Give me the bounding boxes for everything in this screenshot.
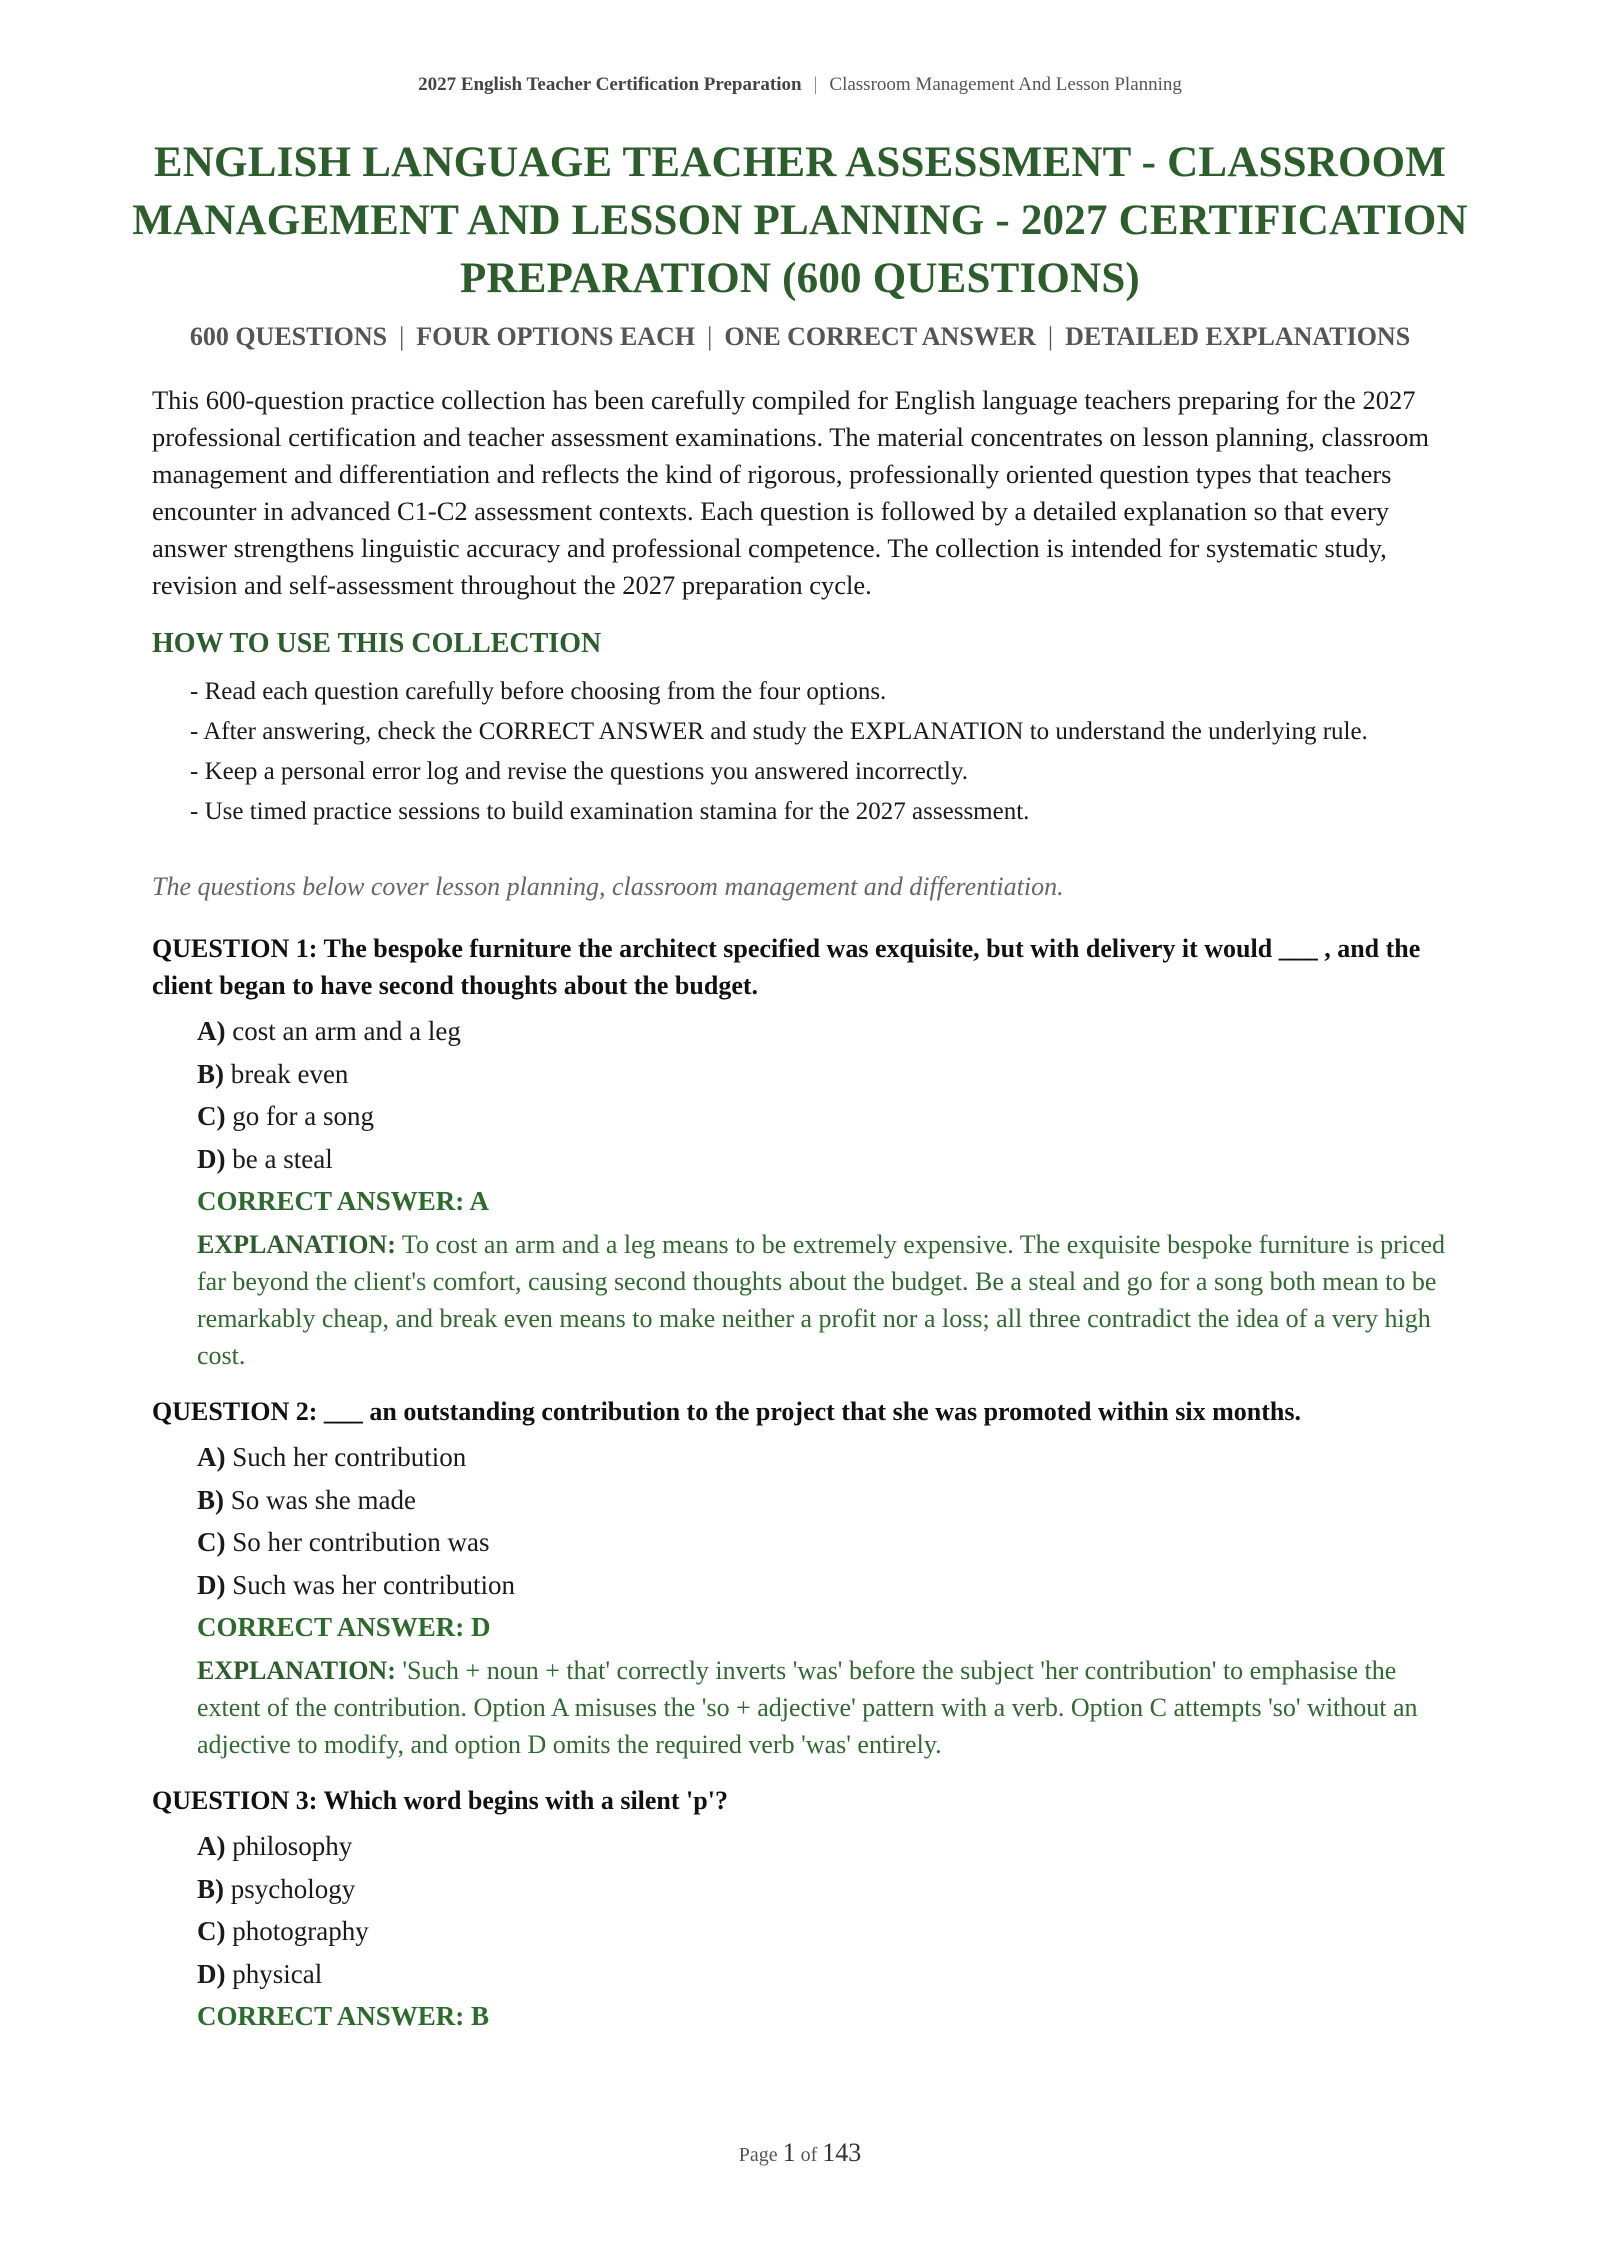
how-to-item: - Use timed practice sessions to build examination stamina for the 2027 assessment.	[190, 798, 1030, 825]
how-to-item: - After answering, check the CORRECT ANSWER and study the EXPLANATION to understand the underlying rule.	[190, 718, 1368, 745]
option-text: Such was her contribution	[232, 1569, 515, 1600]
option-item	[197, 1053, 1452, 1096]
option-letter: C)	[197, 1527, 226, 1557]
option-item	[197, 1010, 1452, 1053]
page-footer	[0, 2138, 1600, 2168]
explanation-text: 'Such + noun + that' correctly inverts 'was' before the subject 'her contribution' to emphasise the extent of the contribution. Option A misuses the 'so + adjective' pattern with a verb. Option C attempts 'so' without an adjective to modify, and option D omits the required verb 'was' entirely.	[197, 1656, 1418, 1759]
explanation	[197, 1226, 1452, 1374]
option-item	[197, 1436, 1452, 1479]
header-course: 2027 English Teacher Certification Preparation	[418, 74, 802, 95]
option-item	[197, 1138, 1452, 1181]
option-list	[197, 1436, 1452, 1606]
option-item	[197, 1953, 1452, 1996]
option-item	[197, 1095, 1452, 1138]
option-item	[197, 1825, 1452, 1868]
header-section: Classroom Management And Lesson Planning	[829, 74, 1182, 95]
question-block	[152, 1782, 1452, 2037]
option-letter: D)	[197, 1143, 226, 1174]
intro-paragraph: This 600-question practice collection has been carefully compiled for English language teachers preparing for the 2027 professional certification and teacher assessment examinations. The material concentrates on lesson planning, classroom management and differentiation and reflects the kind of rigorous, professionally oriented question types that teachers encounter in advanced C1-C2 assessment contexts. Each question is followed by a detailed explanation so that every answer strengthens linguistic accuracy and professional competence. The collection is intended for systematic study, revision and self-assessment throughout the 2027 preparation cycle.	[152, 385, 1429, 600]
option-letter: B)	[197, 1484, 224, 1515]
subtitle-item: ONE CORRECT ANSWER	[724, 322, 1036, 351]
option-item	[197, 1564, 1452, 1607]
option-item	[197, 1521, 1452, 1564]
option-text: physical	[232, 1958, 323, 1989]
option-letter: B)	[197, 1873, 224, 1904]
option-text: So her contribution was	[232, 1527, 490, 1557]
explanation	[197, 1652, 1452, 1763]
option-text: break even	[230, 1058, 349, 1089]
how-to-heading: HOW TO USE THIS COLLECTION	[152, 628, 602, 659]
document-title: ENGLISH LANGUAGE TEACHER ASSESSMENT - CLASSROOM MANAGEMENT AND LESSON PLANNING - 2027 CERTIFICATION PREPARATION (600 QUESTIONS)	[132, 139, 1468, 302]
question-block	[152, 930, 1452, 1374]
document-subtitle	[0, 322, 1600, 352]
option-item	[197, 1479, 1452, 1522]
subtitle-item: FOUR OPTIONS EACH	[416, 322, 696, 351]
total-pages-number: 143	[822, 2138, 862, 2167]
option-text: So was she made	[230, 1484, 416, 1515]
question-stem: QUESTION 1: The bespoke furniture the architect specified was exquisite, but with delivery it would ___ , and the client began to have second thoughts about the budget.	[152, 934, 1421, 1000]
question-stem: QUESTION 3: Which word begins with a silent 'p'?	[152, 1786, 728, 1815]
question-block	[152, 1393, 1452, 1763]
option-text: cost an arm and a leg	[232, 1016, 461, 1046]
how-to-list	[190, 674, 1460, 834]
option-letter: C)	[197, 1916, 226, 1946]
option-letter: A)	[197, 1442, 226, 1472]
coverage-note: The questions below cover lesson planning, classroom management and differentiation.	[152, 872, 1064, 901]
option-letter: D)	[197, 1958, 226, 1989]
option-item	[197, 1868, 1452, 1911]
option-text: go for a song	[232, 1101, 374, 1131]
how-to-item: - Read each question carefully before choosing from the four options.	[190, 678, 887, 705]
option-letter: D)	[197, 1569, 226, 1600]
option-text: Such her contribution	[232, 1442, 467, 1472]
option-text: be a steal	[232, 1143, 333, 1174]
explanation-text: To cost an arm and a leg means to be extremely expensive. The exquisite bespoke furniture is priced far beyond the client's comfort, causing second thoughts about the budget. Be a steal and go for a song both mean to be remarkably cheap, and break even means to make neither a profit nor a loss; all three contradict the idea of a very high cost.	[197, 1230, 1446, 1370]
subtitle-item: 600 QUESTIONS	[189, 322, 388, 351]
correct-answer: CORRECT ANSWER: A	[197, 1186, 490, 1216]
option-letter: A)	[197, 1831, 226, 1861]
subtitle-separator: |	[399, 322, 405, 351]
option-list	[197, 1010, 1452, 1180]
option-list	[197, 1825, 1452, 1995]
header-separator: |	[813, 74, 818, 95]
page-word: Page	[738, 2144, 778, 2166]
option-text: psychology	[230, 1873, 356, 1904]
question-stem: QUESTION 2: ___ an outstanding contribution to the project that she was promoted within six months.	[152, 1397, 1301, 1426]
running-header	[0, 74, 1600, 96]
explanation-label: EXPLANATION:	[197, 1230, 396, 1259]
subtitle-separator: |	[707, 322, 713, 351]
option-text: philosophy	[232, 1831, 353, 1861]
of-word: of	[800, 2144, 818, 2166]
option-letter: A)	[197, 1016, 226, 1046]
correct-answer: CORRECT ANSWER: B	[197, 2001, 490, 2031]
option-item	[197, 1910, 1452, 1953]
option-text: photography	[232, 1916, 369, 1946]
subtitle-item: DETAILED EXPLANATIONS	[1065, 322, 1411, 351]
option-letter: C)	[197, 1101, 226, 1131]
subtitle-separator: |	[1047, 322, 1054, 351]
option-letter: B)	[197, 1058, 224, 1089]
correct-answer: CORRECT ANSWER: D	[197, 1612, 491, 1642]
current-page-number: 1	[782, 2138, 796, 2167]
how-to-item: - Keep a personal error log and revise the questions you answered incorrectly.	[190, 758, 968, 785]
explanation-label: EXPLANATION:	[197, 1656, 396, 1685]
